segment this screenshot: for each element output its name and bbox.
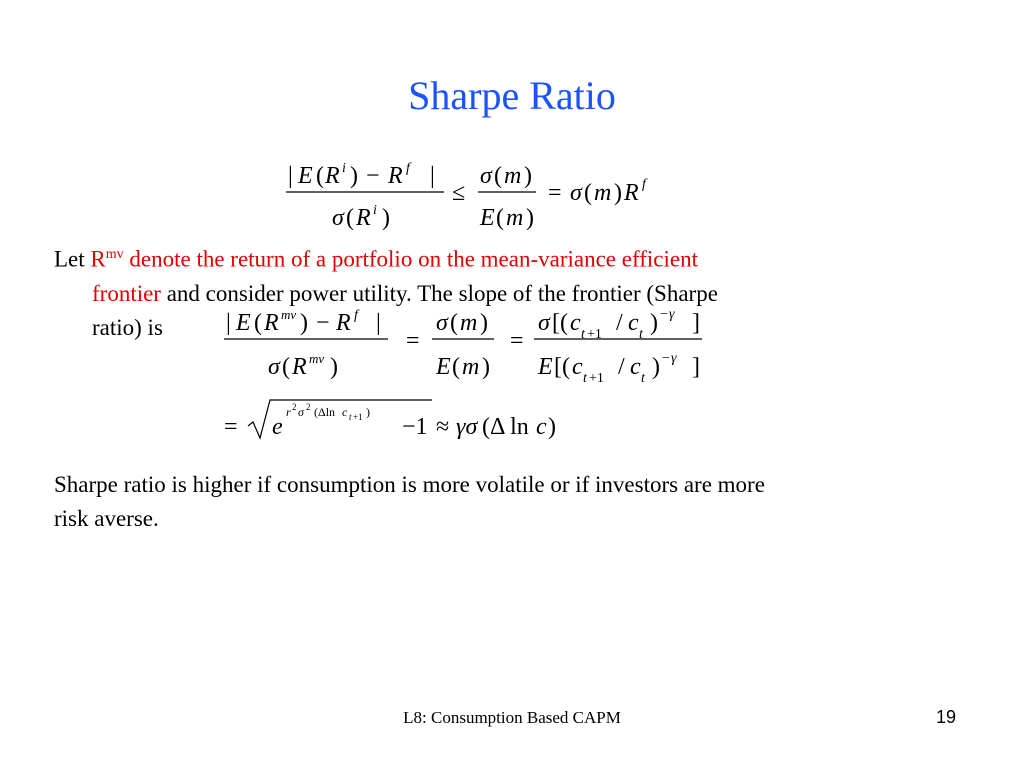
svg-text:): ) [650,310,658,336]
svg-text:=: = [406,328,420,354]
slide-number: 19 [936,707,957,727]
equation-lognormal-approximation [220,392,600,448]
svg-text:≈: ≈ [436,414,450,440]
svg-text:−: − [366,163,380,189]
svg-text:σ: σ [538,310,550,336]
svg-text:=: = [224,414,238,440]
svg-text:σ: σ [298,405,304,419]
svg-text:(: ( [346,205,354,231]
svg-text:E: E [538,354,553,380]
svg-text:2: 2 [306,402,311,412]
svg-text:): ) [480,310,488,336]
svg-text:]: ] [692,310,700,336]
svg-text:): ) [652,354,660,380]
svg-text:t: t [641,371,645,386]
svg-text:): ) [482,354,490,380]
svg-text:σ: σ [480,163,492,189]
svg-text:[(: [( [554,354,570,380]
svg-text:mv: mv [309,351,325,366]
svg-text:E: E [298,163,313,189]
svg-text:i: i [373,203,377,218]
svg-text:): ) [300,310,308,336]
svg-text:E: E [436,354,451,380]
svg-text:−: − [660,307,668,322]
svg-text:mv: mv [281,307,297,322]
paragraph-line-2: frontier and consider power utility. The slope of the frontier (Sharpe [92,280,718,306]
slide-footer: L8: Consumption Based CAPM [403,708,621,727]
paragraph-conclusion: Sharpe ratio is higher if consumption is more volatile or if investors are more risk averse. [54,472,765,531]
svg-text:R: R [325,163,340,189]
svg-text:(Δln: (Δln [314,405,336,419]
svg-text:R: R [336,310,351,336]
svg-text:R: R [356,205,371,231]
svg-text:c: c [536,414,547,440]
svg-text:f: f [642,177,646,192]
svg-text:t: t [349,412,352,422]
svg-text:|: | [226,310,231,336]
svg-text:γ: γ [669,307,675,322]
svg-text:+1: +1 [353,412,363,422]
svg-text:(Δ ln: (Δ ln [482,414,529,440]
svg-text:+1: +1 [587,327,602,342]
svg-text:=: = [510,328,524,354]
svg-text:≤: ≤ [452,180,466,206]
svg-text:t: t [639,327,643,342]
svg-text:(: ( [494,163,502,189]
svg-text:r: r [286,405,291,419]
svg-text:): ) [614,180,622,206]
svg-text:(: ( [282,354,290,380]
svg-text:σ: σ [570,180,582,206]
svg-text:R: R [264,310,279,336]
svg-text:/: / [618,354,625,380]
svg-text:f: f [354,308,358,323]
svg-text:m: m [594,180,612,206]
svg-text:|: | [430,163,435,189]
equation-hansen-jagannathan-bound [280,150,700,235]
svg-text:): ) [548,414,556,440]
svg-text:−1: −1 [402,414,428,440]
svg-text:σ: σ [332,205,344,231]
svg-text:c: c [630,354,641,380]
svg-text:|: | [376,310,381,336]
svg-text:|: | [288,163,293,189]
svg-text:c: c [342,405,348,419]
slide-title: Sharpe Ratio [408,73,616,118]
svg-text:m: m [462,354,480,380]
svg-text:]: ] [692,354,700,380]
svg-text:2: 2 [292,402,297,412]
svg-text:): ) [524,163,532,189]
svg-text:E: E [480,205,495,231]
svg-text:R: R [624,180,639,206]
svg-text:): ) [330,354,338,380]
svg-text:=: = [548,180,562,206]
svg-text:c: c [570,310,581,336]
svg-text:): ) [526,205,534,231]
svg-text:γσ: γσ [456,414,478,440]
svg-text:m: m [460,310,478,336]
svg-text:t: t [581,327,585,342]
svg-text:): ) [382,205,390,231]
svg-text:R: R [292,354,307,380]
svg-text:σ: σ [268,354,280,380]
svg-text:(: ( [496,205,504,231]
paragraph-line-3: ratio) is [92,314,163,340]
svg-text:t: t [583,371,587,386]
svg-text:σ: σ [436,310,448,336]
svg-text:): ) [350,163,358,189]
svg-text:−: − [316,310,330,336]
svg-text:(: ( [452,354,460,380]
svg-text:m: m [504,163,522,189]
svg-text:(: ( [450,310,458,336]
svg-text:γ: γ [671,351,677,366]
paragraph-line-1: Let $R^{mv}$ denote the return of a portfolio on the mean-variance efficient [54,246,698,272]
svg-text:(: ( [254,310,262,336]
svg-text:+1: +1 [589,371,604,386]
svg-text:e: e [272,414,283,440]
svg-text:/: / [616,310,623,336]
svg-text:(: ( [584,180,592,206]
svg-text:E: E [236,310,251,336]
svg-text:c: c [628,310,639,336]
svg-text:m: m [506,205,524,231]
svg-text:c: c [572,354,583,380]
svg-text:[(: [( [552,310,568,336]
svg-text:R: R [388,163,403,189]
svg-text:f: f [406,161,410,176]
svg-text:−: − [662,351,670,366]
svg-text:): ) [366,405,370,419]
svg-text:i: i [342,161,346,176]
equation-sharpe-ratio-power-utility [220,300,720,390]
svg-text:(: ( [316,163,324,189]
